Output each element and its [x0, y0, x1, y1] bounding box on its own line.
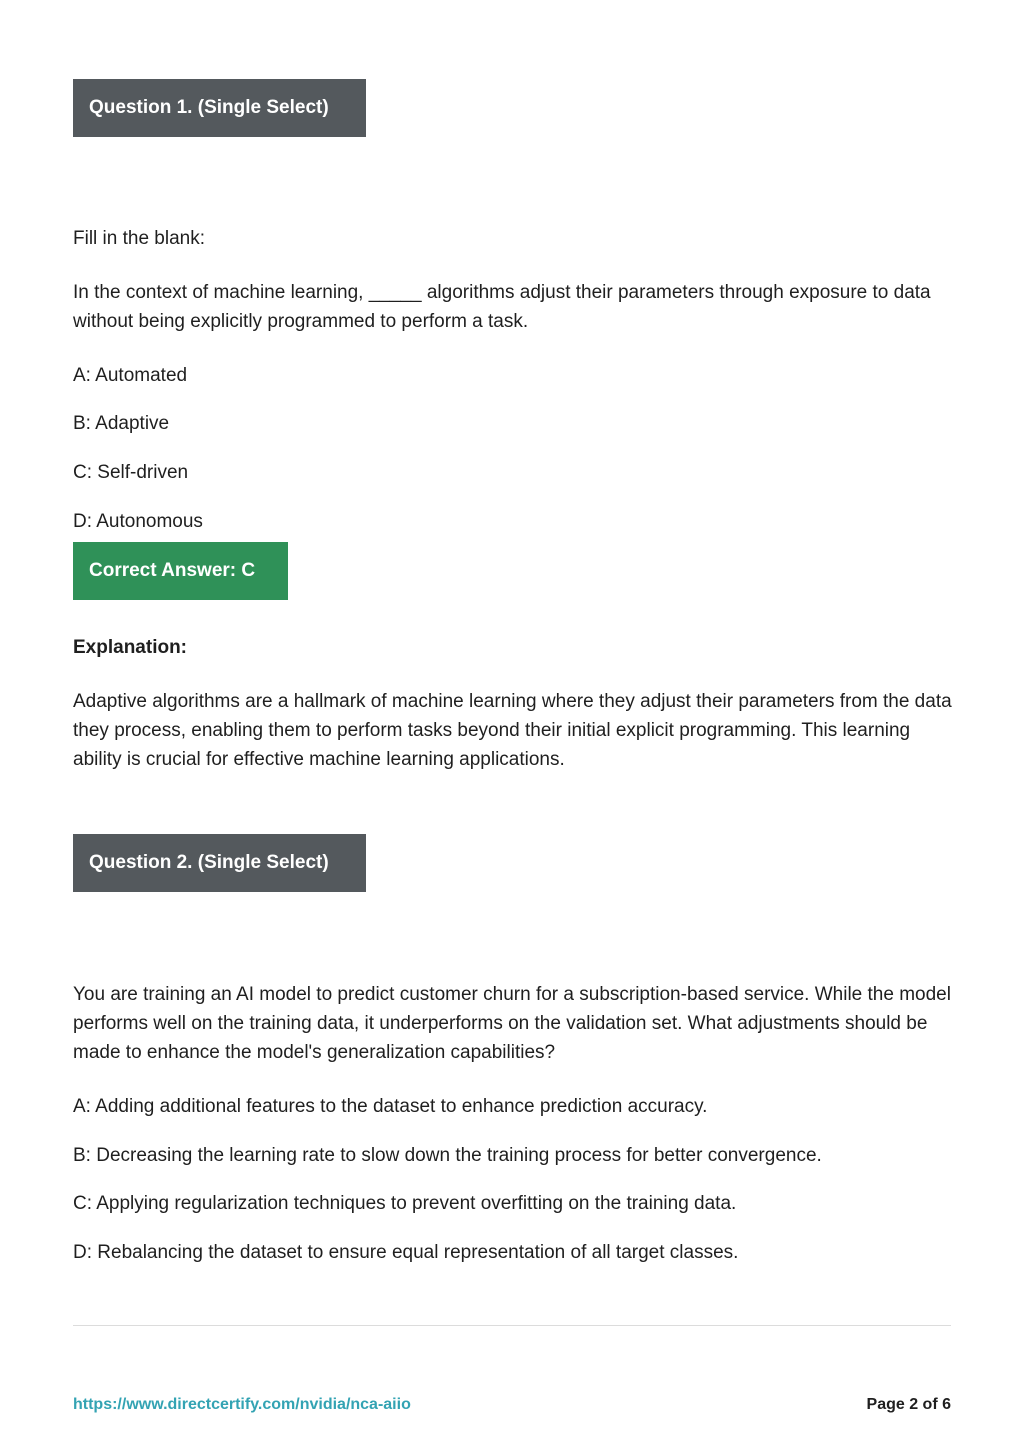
question-1-option-d: D: Autonomous [73, 511, 203, 532]
question-2-header: Question 2. (Single Select) [73, 834, 366, 892]
question-2-text: You are training an AI model to predict customer churn for a subscription-based service. While the model performs well on the training data, it underperforms on the validation set. What adjustments should be made to enhance the model's generalization capabilities? [73, 984, 951, 1063]
question-2-option-d: D: Rebalancing the dataset to ensure equal representation of all target classes. [73, 1242, 739, 1263]
footer-link[interactable]: https://www.directcertify.com/nvidia/nca-aiio [73, 1396, 411, 1413]
page-number: Page 2 of 6 [866, 1396, 951, 1413]
question-2-option-b: B: Decreasing the learning rate to slow down the training process for better convergence. [73, 1145, 822, 1166]
explanation-label: Explanation: [73, 637, 188, 658]
question-1-text: In the context of machine learning, _____ algorithms adjust their parameters through exposure to data without being explicitly programmed to perform a task. [73, 282, 931, 332]
explanation-text: Adaptive algorithms are a hallmark of machine learning where they adjust their parameters from the data they process, enabling them to perform tasks beyond their initial explicit programming. This learning ability is crucial for effective machine learning applications. [73, 691, 952, 770]
question-1-intro: Fill in the blank: [73, 228, 206, 249]
question-1-option-a: A: Automated [73, 365, 188, 386]
question-2-option-a: A: Adding additional features to the dataset to enhance prediction accuracy. [73, 1096, 708, 1117]
question-1-option-b: B: Adaptive [73, 413, 170, 434]
question-1-option-c: C: Self-driven [73, 462, 189, 483]
question-1-header: Question 1. (Single Select) [73, 79, 366, 137]
correct-answer-badge: Correct Answer: C [73, 542, 288, 600]
question-2-option-c: C: Applying regularization techniques to prevent overfitting on the training data. [73, 1193, 737, 1214]
footer-divider [73, 1325, 951, 1326]
